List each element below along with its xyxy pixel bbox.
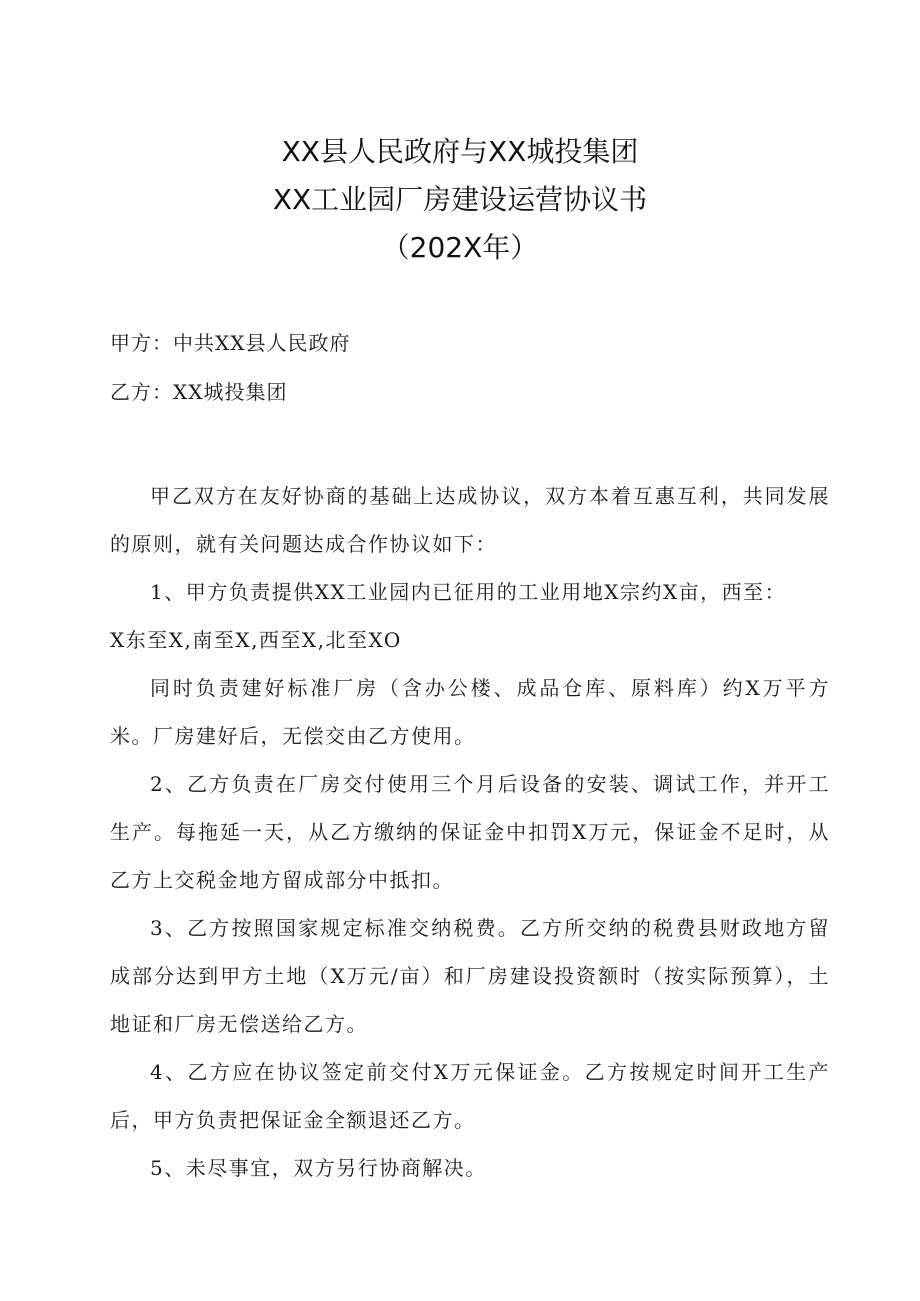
- clause-1: 1、甲方负责提供XX工业园内已征用的工业用地X宗约X亩，西至：: [150, 580, 787, 604]
- agreement-body: [110, 472, 830, 1192]
- title-line-1: XX县人民政府与XX城投集团: [281, 135, 639, 168]
- clause-1-continued: 同时负责建好标准厂房（含办公楼、成品仓库、原料库）约X万平方米。厂房建好后，无偿交由乙方使用。: [110, 676, 830, 748]
- clause-2: 2、乙方负责在厂房交付使用三个月后设备的安装、调试工作，并开工生产。每拖延一天，从乙方缴纳的保证金中扣罚X万元，保证金不足时，从乙方上交税金地方留成部分中抵扣。: [110, 772, 830, 892]
- clause-3: 3、乙方按照国家规定标准交纳税费。乙方所交纳的税费县财政地方留成部分达到甲方土地（X万元/亩）和厂房建设投资额时（按实际预算），土地证和厂房无偿送给乙方。: [110, 916, 830, 1036]
- document-title: [0, 128, 920, 272]
- title-line-2: XX工业园厂房建设运营协议书: [272, 183, 648, 216]
- clause-1-boundaries: X东至X,南至X,西至X,北至XO: [110, 628, 402, 652]
- clause-5: 5、未尽事宜，双方另行协商解决。: [150, 1156, 487, 1180]
- party-b: 乙方：XX城投集团: [110, 380, 288, 404]
- clause-4: 4、乙方应在协议签定前交付X万元保证金。乙方按规定时间开工生产后，甲方负责把保证金全额退还乙方。: [110, 1060, 830, 1132]
- title-line-year: （202X年）: [381, 231, 539, 264]
- party-a: 甲方：中共XX县人民政府: [110, 331, 351, 355]
- intro-paragraph: 甲乙双方在友好协商的基础上达成协议，双方本着互惠互利，共同发展的原则，就有关问题达成合作协议如下：: [110, 484, 830, 556]
